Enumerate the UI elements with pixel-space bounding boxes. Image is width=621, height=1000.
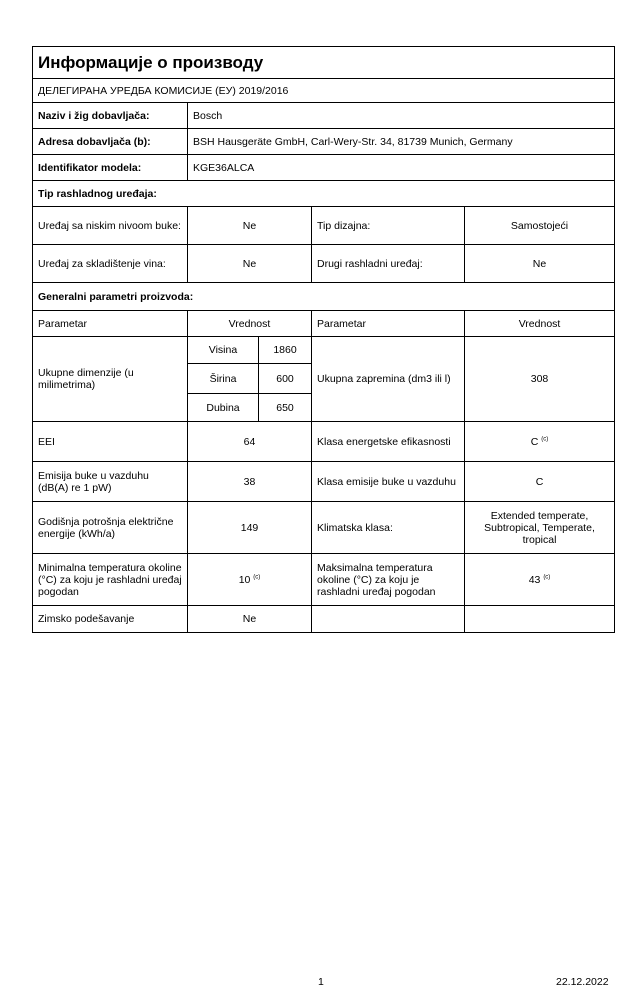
min-temperature-footnote: (c)	[253, 574, 261, 580]
page-number: 1	[318, 976, 324, 988]
energy-class-label: Klasa energetske efikasnosti	[312, 422, 465, 462]
climate-class-value: Extended temperate, Subtropical, Temperate, tropical	[465, 502, 615, 554]
noise-emission-value: 38	[188, 462, 312, 502]
supplier-address-label: Adresa dobavljača (b):	[33, 129, 188, 155]
annual-consumption-value: 149	[188, 502, 312, 554]
product-info-table	[32, 46, 615, 633]
wine-storage-value: Ne	[188, 245, 312, 283]
design-type-label: Tip dizajna:	[312, 207, 465, 245]
noise-class-value: C	[465, 462, 615, 502]
energy-class-value: C	[530, 435, 539, 448]
min-temperature-cell	[188, 554, 312, 606]
max-temperature-cell	[465, 554, 615, 606]
model-identifier-value: KGE36ALCA	[188, 155, 615, 181]
low-noise-value: Ne	[188, 207, 312, 245]
max-temperature-label: Maksimalna temperatura okoline (°C) za koju je rashladni uređaj pogodan	[312, 554, 465, 606]
empty-cell	[312, 606, 465, 633]
energy-class-cell	[465, 422, 615, 462]
winter-setting-label: Zimsko podešavanje	[33, 606, 188, 633]
depth-label: Dubina	[188, 394, 259, 422]
supplier-name-label: Naziv i žig dobavljača:	[33, 103, 188, 129]
document-date: 22.12.2022	[556, 976, 609, 988]
eei-label: EEI	[33, 422, 188, 462]
volume-label: Ukupna zapremina (dm3 ili l)	[312, 337, 465, 422]
low-noise-label: Uređaj sa niskim nivoom buke:	[33, 207, 188, 245]
design-type-value: Samostojeći	[465, 207, 615, 245]
column-header-parameter-2: Parametar	[312, 311, 465, 337]
supplier-address-value: BSH Hausgeräte GmbH, Carl-Wery-Str. 34, 81739 Munich, Germany	[188, 129, 615, 155]
general-params-heading: Generalni parametri proizvoda:	[33, 283, 615, 311]
depth-value: 650	[259, 394, 312, 422]
other-appliance-label: Drugi rashladni uređaj:	[312, 245, 465, 283]
winter-setting-value: Ne	[188, 606, 312, 633]
column-header-value-2: Vrednost	[465, 311, 615, 337]
max-temperature-footnote: (c)	[543, 574, 551, 580]
annual-consumption-label: Godišnja potrošnja električne energije (kWh/a)	[33, 502, 188, 554]
width-value: 600	[259, 364, 312, 394]
height-value: 1860	[259, 337, 312, 364]
wine-storage-label: Uređaj za skladištenje vina:	[33, 245, 188, 283]
energy-class-footnote: (c)	[541, 436, 549, 442]
regulation-line: ДЕЛЕГИРАНА УРЕДБА КОМИСИЈЕ (ЕУ) 2019/2016	[33, 79, 615, 103]
column-header-value: Vrednost	[188, 311, 312, 337]
eei-value: 64	[188, 422, 312, 462]
column-header-parameter: Parametar	[33, 311, 188, 337]
dimensions-label: Ukupne dimenzije (u milimetrima)	[33, 337, 188, 422]
climate-class-label: Klimatska klasa:	[312, 502, 465, 554]
max-temperature-value: 43	[528, 573, 541, 586]
height-label: Visina	[188, 337, 259, 364]
noise-emission-label: Emisija buke u vazduhu (dB(A) re 1 pW)	[33, 462, 188, 502]
width-label: Širina	[188, 364, 259, 394]
volume-value: 308	[465, 337, 615, 422]
page-title: Информације о производу	[33, 47, 615, 79]
min-temperature-value: 10	[238, 573, 251, 586]
other-appliance-value: Ne	[465, 245, 615, 283]
model-identifier-label: Identifikator modela:	[33, 155, 188, 181]
noise-class-label: Klasa emisije buke u vazduhu	[312, 462, 465, 502]
min-temperature-label: Minimalna temperatura okoline (°C) za koju je rashladni uređaj pogodan	[33, 554, 188, 606]
empty-cell	[465, 606, 615, 633]
supplier-name-value: Bosch	[188, 103, 615, 129]
appliance-type-heading: Tip rashladnog uređaja:	[33, 181, 615, 207]
